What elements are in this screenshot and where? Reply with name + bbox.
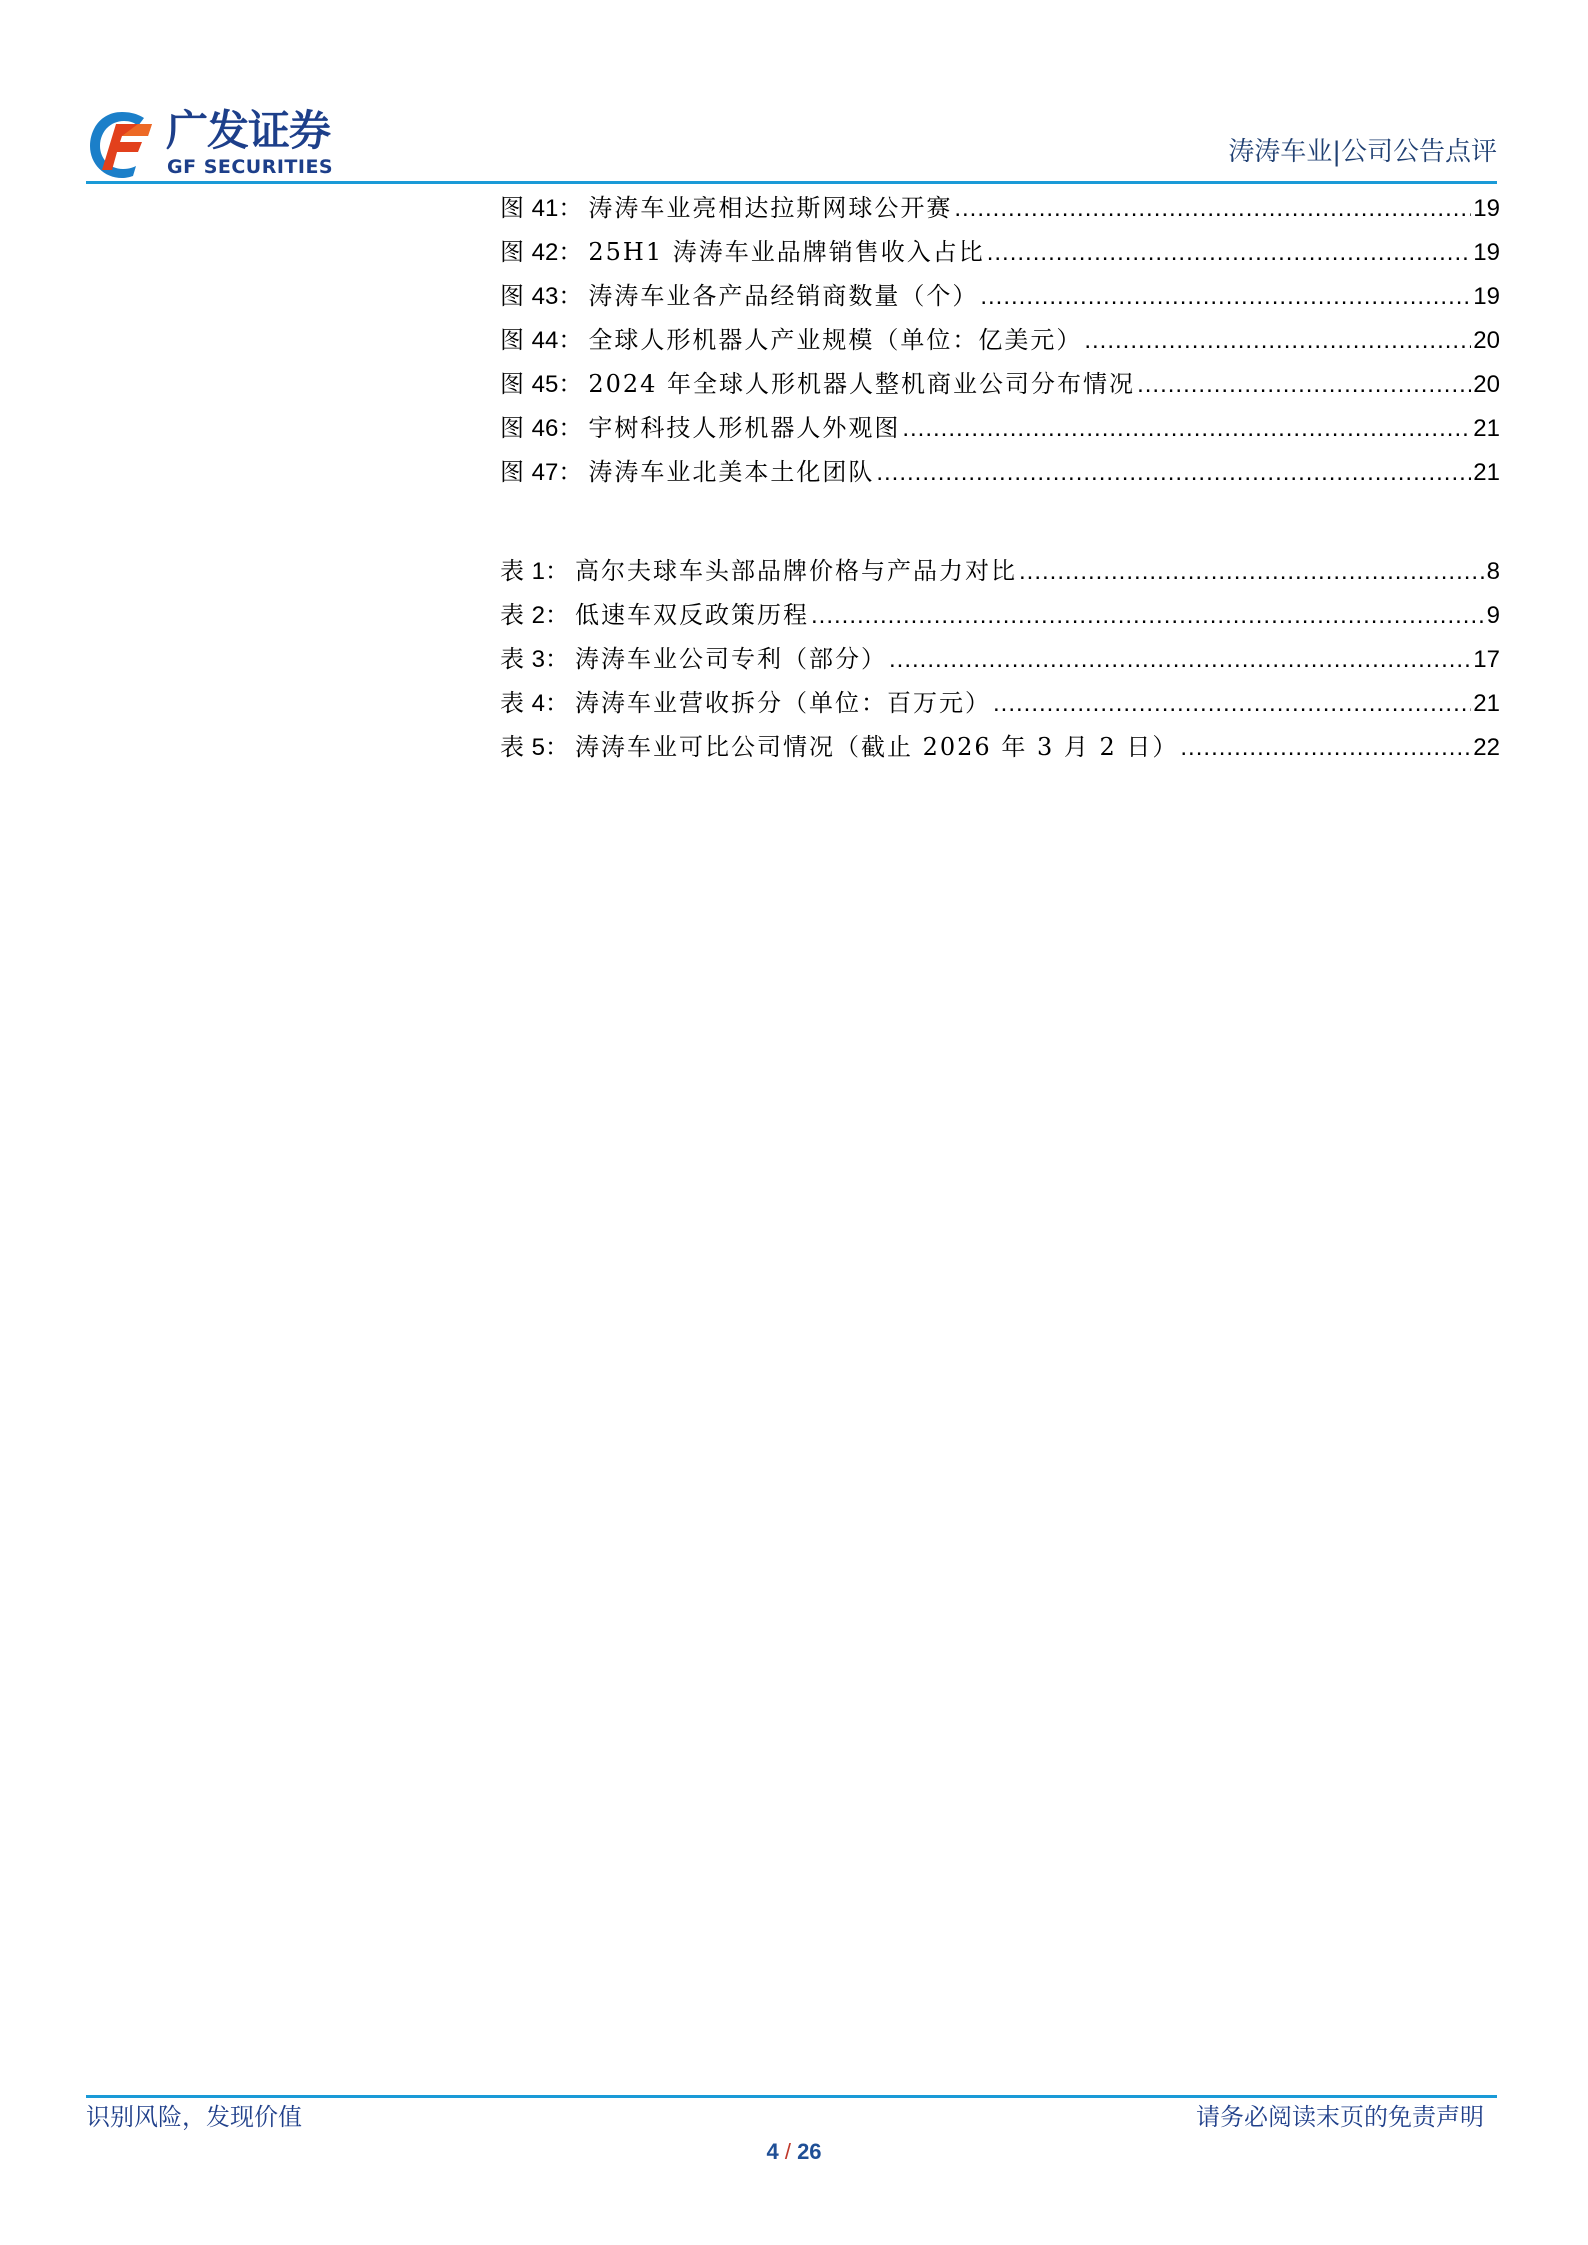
toc-entry[interactable] bbox=[500, 593, 1500, 637]
toc-entry[interactable] bbox=[500, 274, 1500, 318]
toc-entry[interactable] bbox=[500, 450, 1500, 494]
page-number bbox=[0, 2139, 1588, 2165]
footer-disclaimer-notice: 请务必阅读末页的免责声明 bbox=[1196, 2103, 1484, 2131]
toc-entry[interactable] bbox=[500, 725, 1500, 769]
toc-entry[interactable] bbox=[500, 186, 1500, 230]
toc-entry[interactable] bbox=[500, 637, 1500, 681]
toc-entry-page: 17 bbox=[1473, 646, 1500, 673]
toc-entry-page: 9 bbox=[1486, 602, 1500, 629]
figure-index bbox=[500, 186, 1500, 494]
toc-entry-title: 宇树科技人形机器人外观图 bbox=[588, 414, 901, 442]
toc-entry-page: 19 bbox=[1473, 239, 1500, 266]
toc-entry-title: 2024 年全球人形机器人整机商业公司分布情况 bbox=[588, 370, 1136, 398]
dot-leader bbox=[980, 275, 1471, 319]
dot-leader bbox=[993, 682, 1471, 726]
toc-entry[interactable] bbox=[500, 406, 1500, 450]
toc-entry-label: 表 4： bbox=[500, 689, 569, 717]
dot-leader bbox=[876, 451, 1471, 495]
toc-entry-label: 表 3： bbox=[500, 645, 569, 673]
toc-entry[interactable] bbox=[500, 318, 1500, 362]
toc-entry-page: 22 bbox=[1473, 734, 1500, 761]
dot-leader bbox=[1137, 363, 1471, 407]
toc-entry-page: 20 bbox=[1473, 327, 1500, 354]
toc-entry-title: 涛涛车业营收拆分（单位：百万元） bbox=[575, 689, 991, 717]
toc-entry-label: 表 1： bbox=[500, 557, 569, 585]
dot-leader bbox=[1019, 550, 1485, 594]
toc-entry-page: 21 bbox=[1473, 690, 1500, 717]
dot-leader bbox=[1084, 319, 1471, 363]
toc-entry-label: 图 45： bbox=[500, 370, 583, 398]
dot-leader bbox=[889, 638, 1471, 682]
dot-leader bbox=[902, 407, 1471, 451]
toc-entry-title: 涛涛车业北美本土化团队 bbox=[588, 458, 875, 486]
toc-entry[interactable] bbox=[500, 549, 1500, 593]
toc-entry-title: 涛涛车业公司专利（部分） bbox=[575, 645, 887, 673]
toc-entry-label: 表 2： bbox=[500, 601, 569, 629]
toc-entry-page: 21 bbox=[1473, 415, 1500, 442]
dot-leader bbox=[954, 187, 1471, 231]
toc-entry[interactable] bbox=[500, 681, 1500, 725]
table-index bbox=[500, 549, 1500, 769]
toc-entry-label: 图 41： bbox=[500, 194, 583, 222]
toc-entry-title: 高尔夫球车头部品牌价格与产品力对比 bbox=[575, 557, 1017, 585]
logo-chinese-text: 广发证券 bbox=[166, 106, 331, 155]
logo-english-text: GF SECURITIES bbox=[167, 156, 334, 178]
toc-entry-page: 21 bbox=[1473, 459, 1500, 486]
toc-entry-title: 低速车双反政策历程 bbox=[575, 601, 809, 629]
gf-logo-icon bbox=[86, 108, 158, 180]
toc-entry-title: 涛涛车业各产品经销商数量（个） bbox=[588, 282, 979, 310]
toc-entry-label: 表 5： bbox=[500, 733, 569, 761]
toc-entry-title: 25H1 涛涛车业品牌销售收入占比 bbox=[588, 238, 985, 266]
toc-entry-title: 全球人形机器人产业规模（单位：亿美元） bbox=[588, 326, 1083, 354]
toc-entry-page: 8 bbox=[1486, 558, 1500, 585]
toc-entry[interactable] bbox=[500, 362, 1500, 406]
page-total: 26 bbox=[797, 2139, 822, 2164]
report-title: 涛涛车业|公司公告点评 bbox=[1228, 137, 1497, 167]
toc-entry-label: 图 42： bbox=[500, 238, 583, 266]
toc-entry-page: 19 bbox=[1473, 283, 1500, 310]
page-current: 4 bbox=[766, 2139, 779, 2164]
toc-entry[interactable] bbox=[500, 230, 1500, 274]
header-divider bbox=[86, 181, 1497, 184]
toc-entry-title: 涛涛车业亮相达拉斯网球公开赛 bbox=[588, 194, 953, 222]
footer-slogan: 识别风险，发现价值 bbox=[86, 2103, 302, 2131]
toc-entry-label: 图 43： bbox=[500, 282, 583, 310]
toc-entry-title: 涛涛车业可比公司情况（截止 2026 年 3 月 2 日） bbox=[575, 733, 1179, 761]
footer-divider bbox=[86, 2095, 1497, 2098]
dot-leader bbox=[1180, 726, 1471, 770]
toc-entry-label: 图 46： bbox=[500, 414, 583, 442]
dot-leader bbox=[811, 594, 1485, 638]
toc-entry-label: 图 44： bbox=[500, 326, 583, 354]
page-separator: / bbox=[784, 2139, 791, 2164]
toc-entry-page: 20 bbox=[1473, 371, 1500, 398]
toc-entry-page: 19 bbox=[1473, 195, 1500, 222]
dot-leader bbox=[987, 231, 1472, 275]
gf-securities-logo bbox=[86, 106, 336, 180]
toc-entry-label: 图 47： bbox=[500, 458, 583, 486]
